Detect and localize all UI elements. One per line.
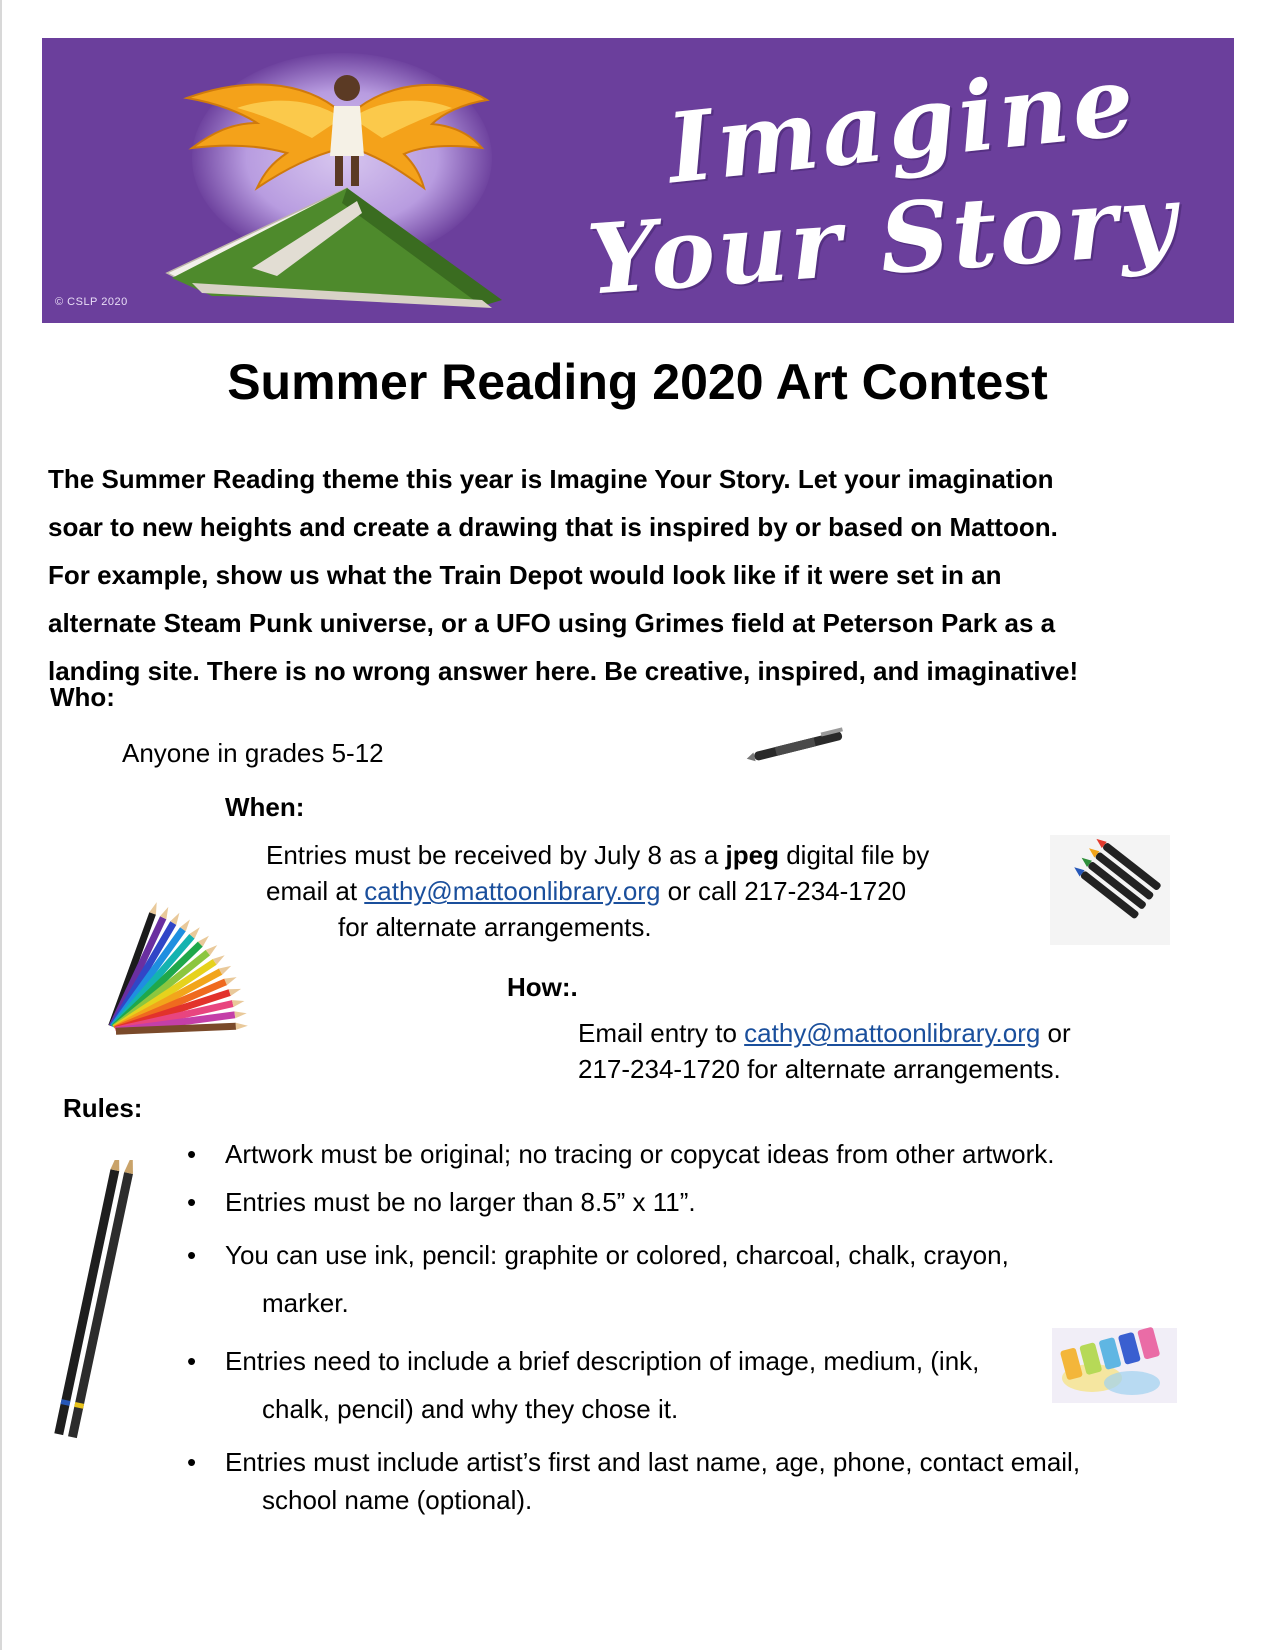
when-file-type: jpeg <box>725 840 779 870</box>
when-email-link[interactable]: cathy@mattoonlibrary.org <box>364 876 661 906</box>
how-line1-post: or <box>1040 1018 1071 1048</box>
intro-line: For example, show us what the Train Depot would look like if it were set in an <box>48 560 1002 590</box>
page-title: Summer Reading 2020 Art Contest <box>227 354 1048 410</box>
rule-text: Entries must include artist’s first and last name, age, phone, contact email, <box>225 1447 1081 1477</box>
rules-label: Rules: <box>63 1093 143 1123</box>
rule-text: You can use ink, pencil: graphite or colored, charcoal, chalk, crayon, <box>225 1240 1009 1270</box>
bullet-icon: • <box>187 1139 197 1169</box>
reader-figure-icon <box>330 75 364 186</box>
graphite-pencils-icon <box>50 1160 150 1450</box>
intro-line: alternate Steam Punk universe, or a UFO using Grimes field at Peterson Park as a <box>48 608 1056 638</box>
rule-item <box>187 1135 1215 1173</box>
pen-icon <box>745 725 855 765</box>
bullet-icon: • <box>187 1346 197 1376</box>
how-line2: 217-234-1720 for alternate arrangements. <box>578 1054 1061 1084</box>
when-line2 <box>266 872 906 910</box>
how-email-link[interactable]: cathy@mattoonlibrary.org <box>744 1018 1041 1048</box>
banner-copyright: © CSLP 2020 <box>55 296 128 308</box>
bullet-icon: • <box>187 1447 197 1477</box>
rules-list <box>187 1135 1215 1519</box>
colored-pencil-tip <box>236 1022 248 1029</box>
when-label: When: <box>225 792 305 822</box>
rule-text: Entries must be no larger than 8.5” x 11”. <box>225 1187 696 1217</box>
intro-line: soar to new heights and create a drawing that is inspired by or based on Mattoon. <box>48 512 1058 542</box>
rule-item <box>187 1337 1215 1433</box>
how-label: How:. <box>507 972 578 1002</box>
intro-paragraph <box>48 455 1233 695</box>
when-line1-post: digital file by <box>779 840 930 870</box>
colored-pencil-tip <box>234 1010 247 1019</box>
who-text: Anyone in grades 5-12 <box>122 738 384 768</box>
header-banner <box>42 38 1234 323</box>
rule-text: Artwork must be original; no tracing or copycat ideas from other artwork. <box>225 1139 1055 1169</box>
rule-text-continuation: marker. <box>262 1288 349 1318</box>
page-edge-rule <box>0 0 2 1650</box>
when-line2-post: or call 217-234-1720 <box>660 876 907 906</box>
banner-title <box>583 43 1207 318</box>
banner-title-line1: Imagine <box>662 43 1143 206</box>
colored-pencil-tip <box>229 986 243 996</box>
rule-item <box>187 1231 1215 1327</box>
how-line1-pre: Email entry to <box>578 1018 745 1048</box>
intro-line: landing site. There is no wrong answer here. Be creative, inspired, and imaginative! <box>48 656 1079 686</box>
when-line1 <box>266 836 929 874</box>
rules-list-container <box>187 1135 1215 1519</box>
rule-text-continuation: school name (optional). <box>262 1485 533 1515</box>
when-line2-pre: email at <box>266 876 365 906</box>
rule-text-continuation: chalk, pencil) and why they chose it. <box>262 1394 679 1424</box>
bullet-icon: • <box>187 1187 197 1217</box>
rule-text: Entries need to include a brief description of image, medium, (ink, <box>225 1346 980 1376</box>
colored-pencil-tip <box>224 974 238 985</box>
pencil-fan-group <box>108 901 248 1035</box>
markers-icon <box>1045 820 1175 950</box>
book-and-winged-reader-illustration <box>42 38 602 323</box>
when-line1-pre: Entries must be received by July 8 as a <box>266 840 726 870</box>
banner-title-line2: Your Story <box>583 162 1183 317</box>
open-book-icon <box>167 188 502 308</box>
intro-line: The Summer Reading theme this year is Imagine Your Story. Let your imagination <box>48 464 1054 494</box>
colored-pencil-tip <box>232 998 245 1007</box>
bullet-icon: • <box>187 1240 197 1270</box>
how-line1 <box>578 1014 1071 1052</box>
who-label: Who: <box>50 682 115 712</box>
colored-pencils-icon <box>98 882 248 1042</box>
when-line3: for alternate arrangements. <box>338 912 652 942</box>
rule-item <box>187 1183 1215 1221</box>
colored-pencil-tip <box>149 901 160 915</box>
rule-item <box>187 1443 1215 1519</box>
